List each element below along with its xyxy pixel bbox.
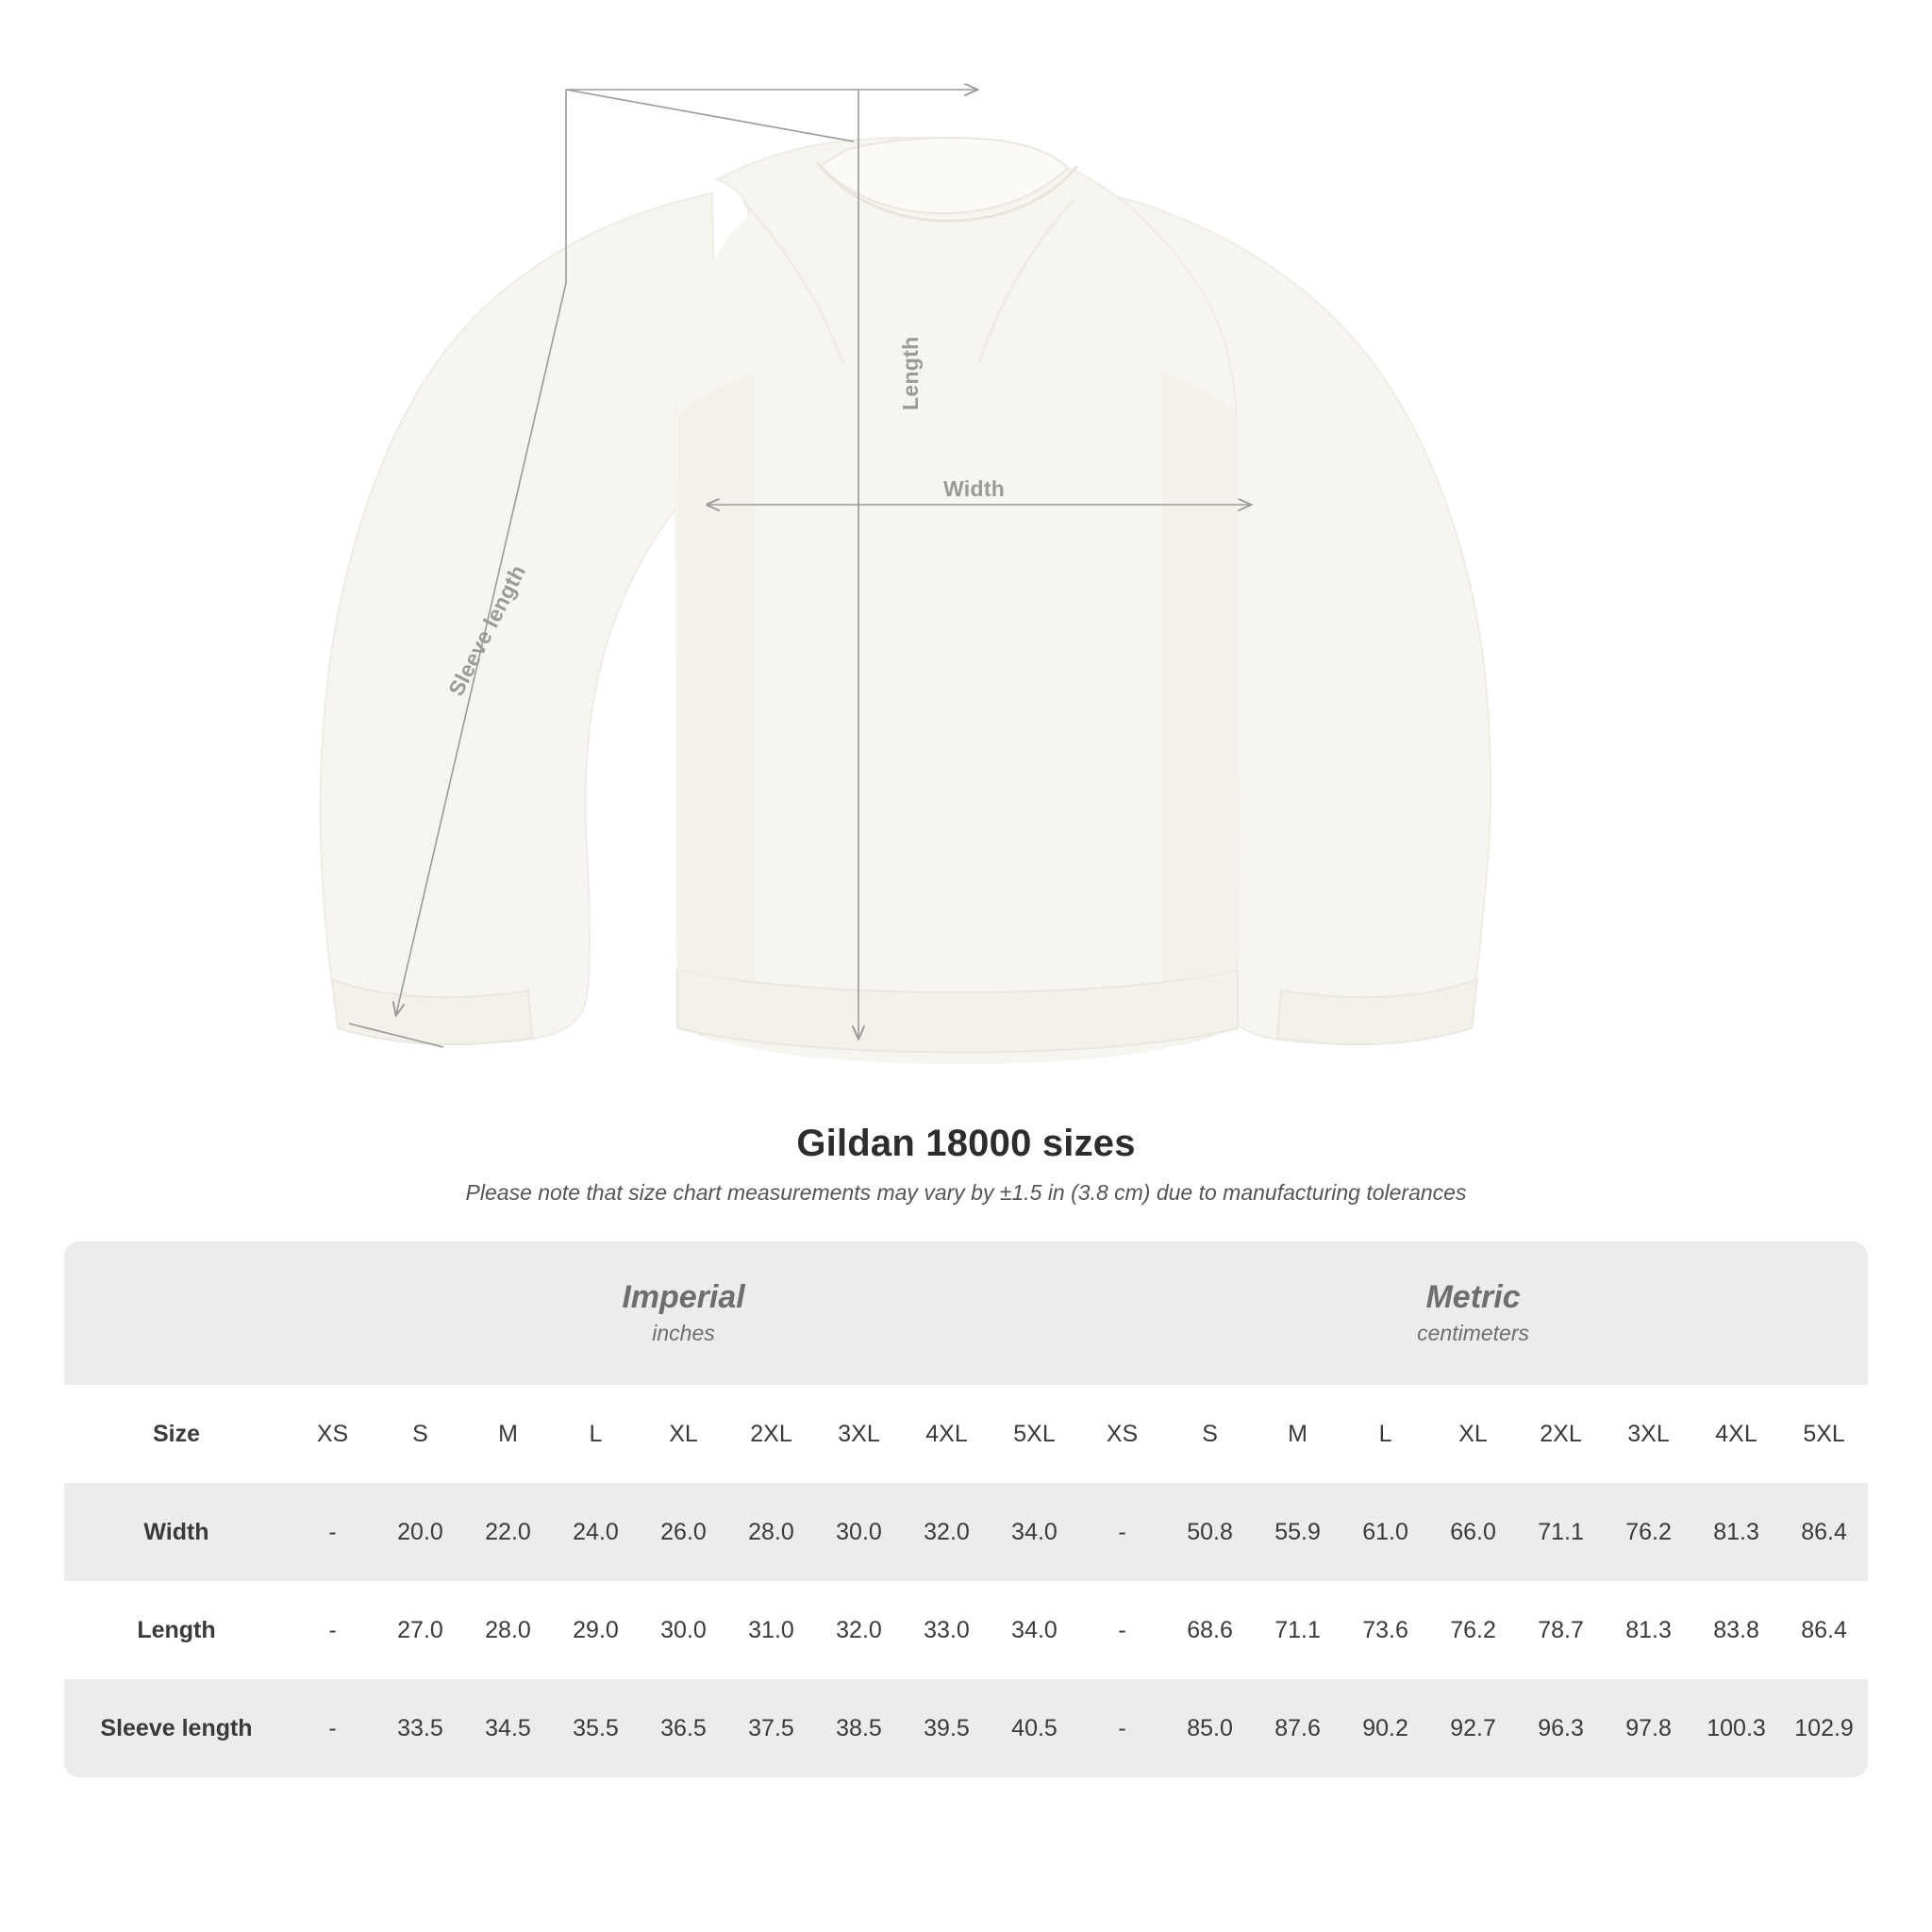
size-header-metric-4xl: 4XL [1692, 1385, 1780, 1483]
cell-length-imperial-4xl: 33.0 [903, 1581, 991, 1679]
cell-width-metric-s: 50.8 [1166, 1483, 1254, 1581]
cell-length-metric-5xl: 86.4 [1780, 1581, 1868, 1679]
cell-length-metric-xl: 76.2 [1429, 1581, 1517, 1679]
unit-group-imperial-name: Imperial [622, 1278, 745, 1315]
cell-length-imperial-m: 28.0 [464, 1581, 552, 1679]
cell-length-imperial-2xl: 31.0 [727, 1581, 815, 1679]
cell-width-imperial-2xl: 28.0 [727, 1483, 815, 1581]
cell-sleeve-imperial-2xl: 37.5 [727, 1679, 815, 1777]
cell-width-imperial-5xl: 34.0 [991, 1483, 1078, 1581]
row-label-sleeve-length: Sleeve length [64, 1679, 289, 1777]
page-title: Gildan 18000 sizes [796, 1123, 1136, 1164]
cell-width-metric-4xl: 81.3 [1692, 1483, 1780, 1581]
table-row [64, 1483, 1868, 1581]
size-header-metric-m: M [1254, 1385, 1341, 1483]
cell-sleeve-metric-xl: 92.7 [1429, 1679, 1517, 1777]
size-header-metric-s: S [1166, 1385, 1254, 1483]
size-header-imperial-xl: XL [640, 1385, 727, 1483]
cell-sleeve-imperial-5xl: 40.5 [991, 1679, 1078, 1777]
cell-width-imperial-l: 24.0 [552, 1483, 640, 1581]
cell-length-imperial-s: 27.0 [376, 1581, 464, 1679]
table-row [64, 1679, 1868, 1777]
unit-group-metric [1078, 1241, 1868, 1385]
sleeve-length-label: Sleeve length [443, 560, 531, 700]
cell-width-metric-2xl: 71.1 [1517, 1483, 1605, 1581]
size-header-metric-xs: XS [1078, 1385, 1166, 1483]
size-table [64, 1241, 1868, 1777]
cell-length-metric-l: 73.6 [1341, 1581, 1429, 1679]
cell-width-metric-l: 61.0 [1341, 1483, 1429, 1581]
cell-width-imperial-s: 20.0 [376, 1483, 464, 1581]
cell-width-metric-m: 55.9 [1254, 1483, 1341, 1581]
width-label: Width [943, 476, 1006, 501]
cell-sleeve-imperial-xl: 36.5 [640, 1679, 727, 1777]
cell-width-metric-xs: - [1078, 1483, 1166, 1581]
unit-group-metric-sub: centimeters [1417, 1321, 1529, 1345]
cell-sleeve-imperial-xs: - [289, 1679, 376, 1777]
cell-sleeve-metric-5xl: 102.9 [1780, 1679, 1868, 1777]
size-header-metric-xl: XL [1429, 1385, 1517, 1483]
cell-sleeve-imperial-4xl: 39.5 [903, 1679, 991, 1777]
table-row [64, 1581, 1868, 1679]
cell-length-metric-m: 71.1 [1254, 1581, 1341, 1679]
cell-length-metric-xs: - [1078, 1581, 1166, 1679]
size-table-wrap [64, 1241, 1868, 1777]
size-header-imperial-l: L [552, 1385, 640, 1483]
cell-sleeve-metric-xs: - [1078, 1679, 1166, 1777]
cell-width-imperial-3xl: 30.0 [815, 1483, 903, 1581]
cell-length-metric-2xl: 78.7 [1517, 1581, 1605, 1679]
cell-sleeve-metric-3xl: 97.8 [1605, 1679, 1692, 1777]
cell-width-imperial-xl: 26.0 [640, 1483, 727, 1581]
cell-length-imperial-xl: 30.0 [640, 1581, 727, 1679]
size-header-row [64, 1385, 1868, 1483]
cell-width-imperial-4xl: 32.0 [903, 1483, 991, 1581]
length-label: Length [898, 336, 923, 410]
cell-sleeve-metric-l: 90.2 [1341, 1679, 1429, 1777]
size-header-metric-2xl: 2XL [1517, 1385, 1605, 1483]
row-label-width: Width [64, 1483, 289, 1581]
cell-width-metric-xl: 66.0 [1429, 1483, 1517, 1581]
cell-sleeve-imperial-3xl: 38.5 [815, 1679, 903, 1777]
cell-length-imperial-l: 29.0 [552, 1581, 640, 1679]
unit-header-spacer [64, 1241, 289, 1385]
size-header-imperial-m: M [464, 1385, 552, 1483]
size-header-label: Size [64, 1385, 289, 1483]
cell-width-metric-5xl: 86.4 [1780, 1483, 1868, 1581]
unit-group-imperial-sub: inches [652, 1321, 715, 1345]
size-header-imperial-s: S [376, 1385, 464, 1483]
unit-group-metric-name: Metric [1425, 1278, 1521, 1315]
size-header-imperial-3xl: 3XL [815, 1385, 903, 1483]
cell-sleeve-imperial-m: 34.5 [464, 1679, 552, 1777]
cell-sleeve-imperial-l: 35.5 [552, 1679, 640, 1777]
cell-sleeve-metric-s: 85.0 [1166, 1679, 1254, 1777]
cell-width-imperial-m: 22.0 [464, 1483, 552, 1581]
cell-length-metric-4xl: 83.8 [1692, 1581, 1780, 1679]
unit-group-imperial [289, 1241, 1078, 1385]
row-label-length: Length [64, 1581, 289, 1679]
size-header-metric-3xl: 3XL [1605, 1385, 1692, 1483]
cell-sleeve-metric-2xl: 96.3 [1517, 1679, 1605, 1777]
cell-sleeve-imperial-s: 33.5 [376, 1679, 464, 1777]
cell-sleeve-metric-m: 87.6 [1254, 1679, 1341, 1777]
size-header-metric-l: L [1341, 1385, 1429, 1483]
title-block [0, 1123, 1932, 1206]
unit-header-row [64, 1241, 1868, 1385]
cell-width-metric-3xl: 76.2 [1605, 1483, 1692, 1581]
size-header-imperial-xs: XS [289, 1385, 376, 1483]
size-header-imperial-2xl: 2XL [727, 1385, 815, 1483]
tolerance-note: Please note that size chart measurements may vary by ±1.5 in (3.8 cm) due to manufacturing tolerances [465, 1180, 1467, 1205]
cell-width-imperial-xs: - [289, 1483, 376, 1581]
cell-length-metric-s: 68.6 [1166, 1581, 1254, 1679]
size-header-imperial-4xl: 4XL [903, 1385, 991, 1483]
size-header-metric-5xl: 5XL [1780, 1385, 1868, 1483]
size-header-imperial-5xl: 5XL [991, 1385, 1078, 1483]
cell-length-imperial-xs: - [289, 1581, 376, 1679]
cell-sleeve-metric-4xl: 100.3 [1692, 1679, 1780, 1777]
cell-length-metric-3xl: 81.3 [1605, 1581, 1692, 1679]
cell-length-imperial-5xl: 34.0 [991, 1581, 1078, 1679]
cell-length-imperial-3xl: 32.0 [815, 1581, 903, 1679]
